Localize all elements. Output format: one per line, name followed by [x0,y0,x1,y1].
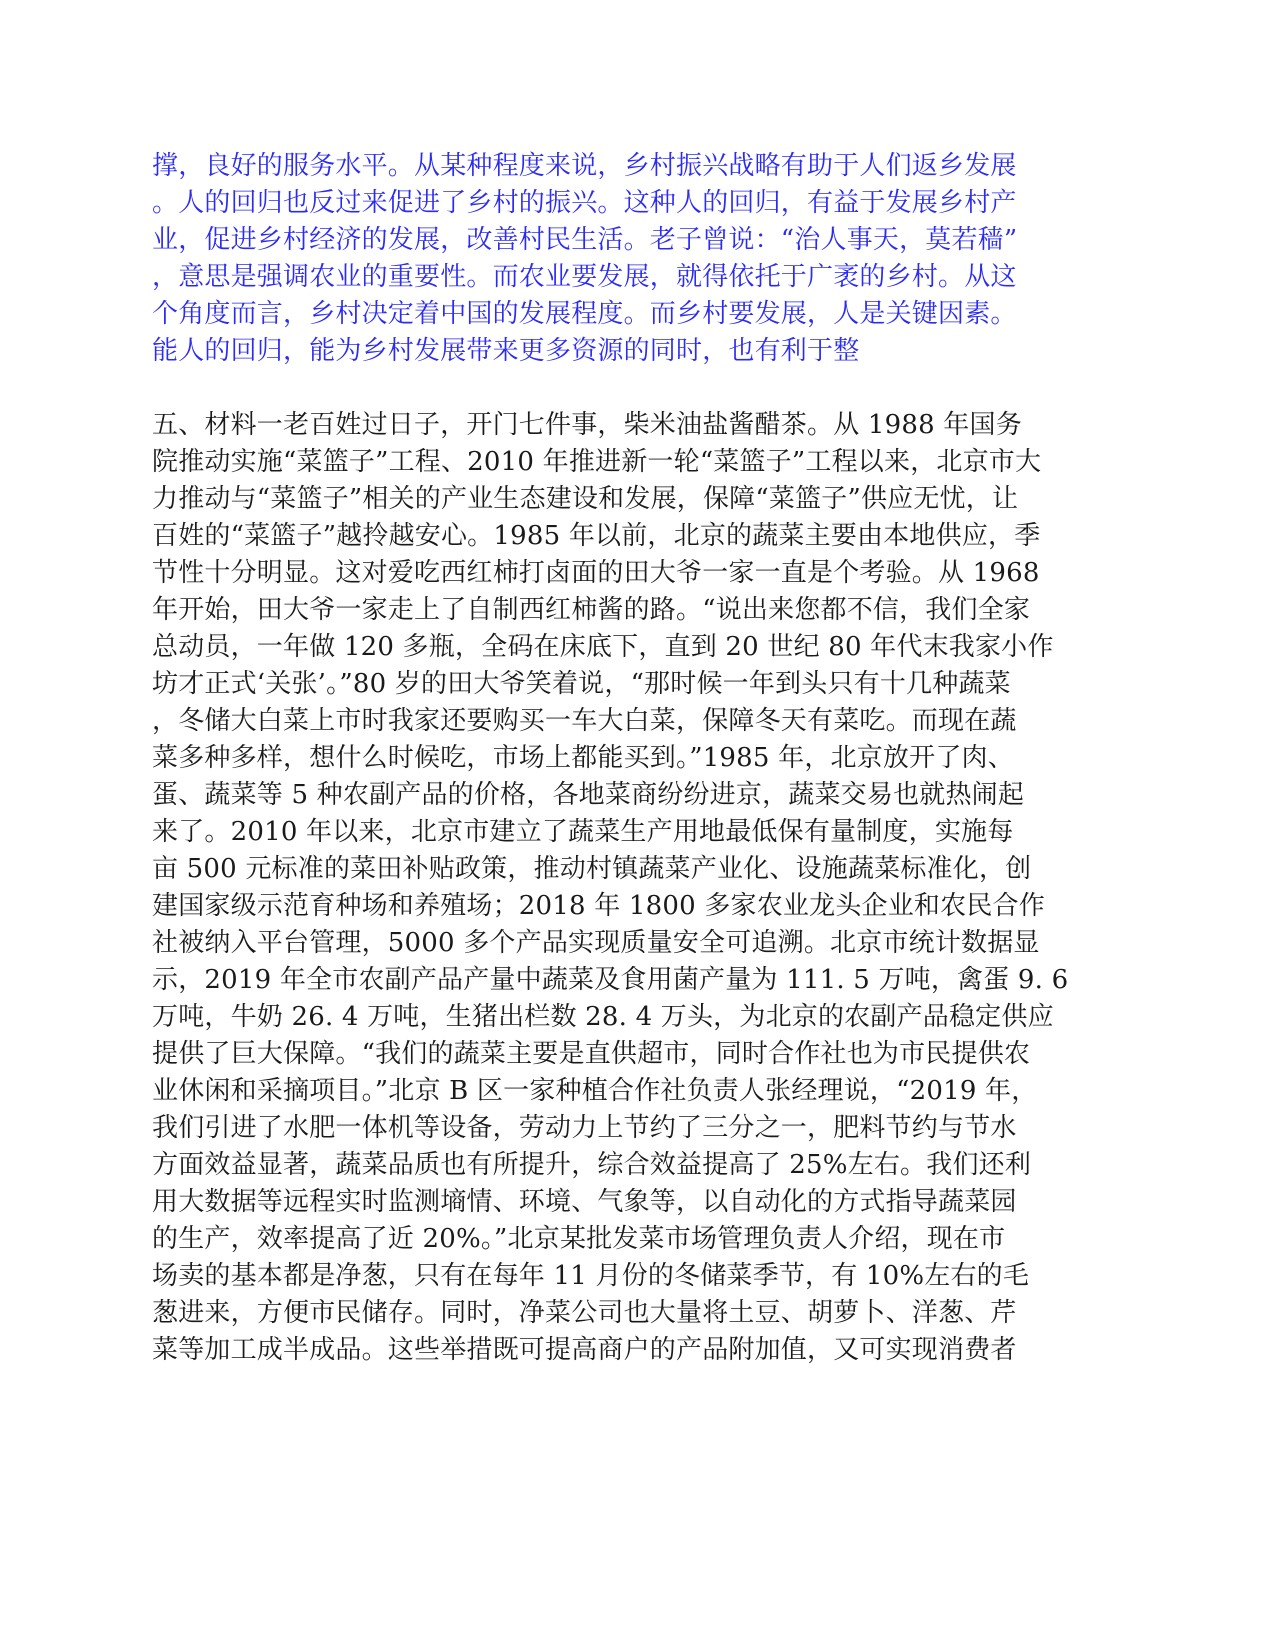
text-line: 亩 500 元标准的菜田补贴政策，推动村镇蔬菜产业化、设施蔬菜标准化，创 [152,854,1032,884]
text-line: 场卖的基本都是净葱，只有在每年 11 月份的冬储菜季节，有 10%左右的毛 [152,1261,1030,1291]
text-line: 社被纳入平台管理，5000 多个产品实现质量安全可追溯。北京市统计数据显 [152,928,1040,958]
text-line: 业休闲和采摘项目。”北京 B 区一家种植合作社负责人张经理说，“2019 年， [152,1076,1038,1106]
text-line: 的生产，效率提高了近 20%。”北京某批发菜市场管理负责人介绍，现在市 [152,1224,1006,1254]
text-line: 万吨，牛奶 26. 4 万吨，生猪出栏数 28. 4 万头，为北京的农副产品稳定供应 [152,1002,1054,1032]
text-line: 年开始，田大爷一家走上了自制西红柿酱的路。“说出来您都不信，我们全家 [152,595,1031,625]
text-line: 百姓的“菜篮子”越拎越安心。1985 年以前，北京的蔬菜主要由本地供应，季 [152,521,1041,551]
text-line: 方面效益显著，蔬菜品质也有所提升，综合效益提高了 25%左右。我们还利 [152,1150,1032,1180]
text-line: 个角度而言，乡村决定着中国的发展程度。而乡村要发展，人是关键因素。 [152,299,1017,329]
text-line: 五、材料一老百姓过日子，开门七件事，柴米油盐酱醋茶。从 1988 年国务 [152,410,1022,440]
text-line: 用大数据等远程实时监测墒情、环境、气象等，以自动化的方式指导蔬菜园 [152,1187,1017,1217]
text-line: 示，2019 年全市农副产品产量中蔬菜及食用菌产量为 111. 5 万吨，禽蛋 9. 6 [152,965,1069,995]
text-line: 来了。2010 年以来，北京市建立了蔬菜生产用地最低保有量制度，实施每 [152,817,1014,847]
text-line: ，冬储大白菜上市时我家还要购买一车大白菜，保障冬天有菜吃。而现在蔬 [152,706,1017,736]
text-line: 建国家级示范育种场和养殖场；2018 年 1800 多家农业龙头企业和农民合作 [152,891,1045,921]
text-line: 坊才正式‘关张’。”80 岁的田大爷笑着说，“那时候一年到头只有十几种蔬菜 [152,669,1011,699]
text-line: 菜多种多样，想什么时候吃，市场上都能买到。”1985 年，北京放开了肉、 [152,743,1014,773]
text-line: ，意思是强调农业的重要性。而农业要发展，就得依托于广袤的乡村。从这 [152,262,1017,292]
text-line: 撑，良好的服务水平。从某种程度来说，乡村振兴战略有助于人们返乡发展 [152,151,1017,181]
text-line: 业，促进乡村经济的发展，改善村民生活。老子曾说：“治人事天，莫若穑” [152,225,1018,255]
text-line: 总动员，一年做 120 多瓶，全码在床底下，直到 20 世纪 80 年代末我家小作 [152,632,1054,662]
text-line: 。人的回归也反过来促进了乡村的振兴。这种人的回归，有益于发展乡村产 [152,188,1017,218]
text-line: 葱进来，方便市民储存。同时，净菜公司也大量将土豆、胡萝卜、洋葱、芹 [152,1298,1017,1328]
text-line: 我们引进了水肥一体机等设备，劳动力上节约了三分之一，肥料节约与节水 [152,1113,1017,1143]
text-line: 提供了巨大保障。“我们的蔬菜主要是直供超市，同时合作社也为市民提供农 [152,1039,1031,1069]
text-line: 力推动与“菜篮子”相关的产业生态建设和发展，保障“菜篮子”供应无忧，让 [152,484,1019,514]
text-line: 蛋、蔬菜等 5 种农副产品的价格，各地菜商纷纷进京，蔬菜交易也就热闹起 [152,780,1025,810]
text-line: 菜等加工成半成品。这些举措既可提高商户的产品附加值，又可实现消费者 [152,1335,1017,1365]
text-line: 节性十分明显。这对爱吃西红柿打卤面的田大爷一家一直是个考验。从 1968 [152,558,1040,588]
highlighted-paragraph [152,148,1132,370]
material-paragraph [152,407,1132,1369]
text-line: 院推动实施“菜篮子”工程、2010 年推进新一轮“菜篮子”工程以来，北京市大 [152,447,1042,477]
text-line: 能人的回归，能为乡村发展带来更多资源的同时，也有利于整 [152,336,860,366]
